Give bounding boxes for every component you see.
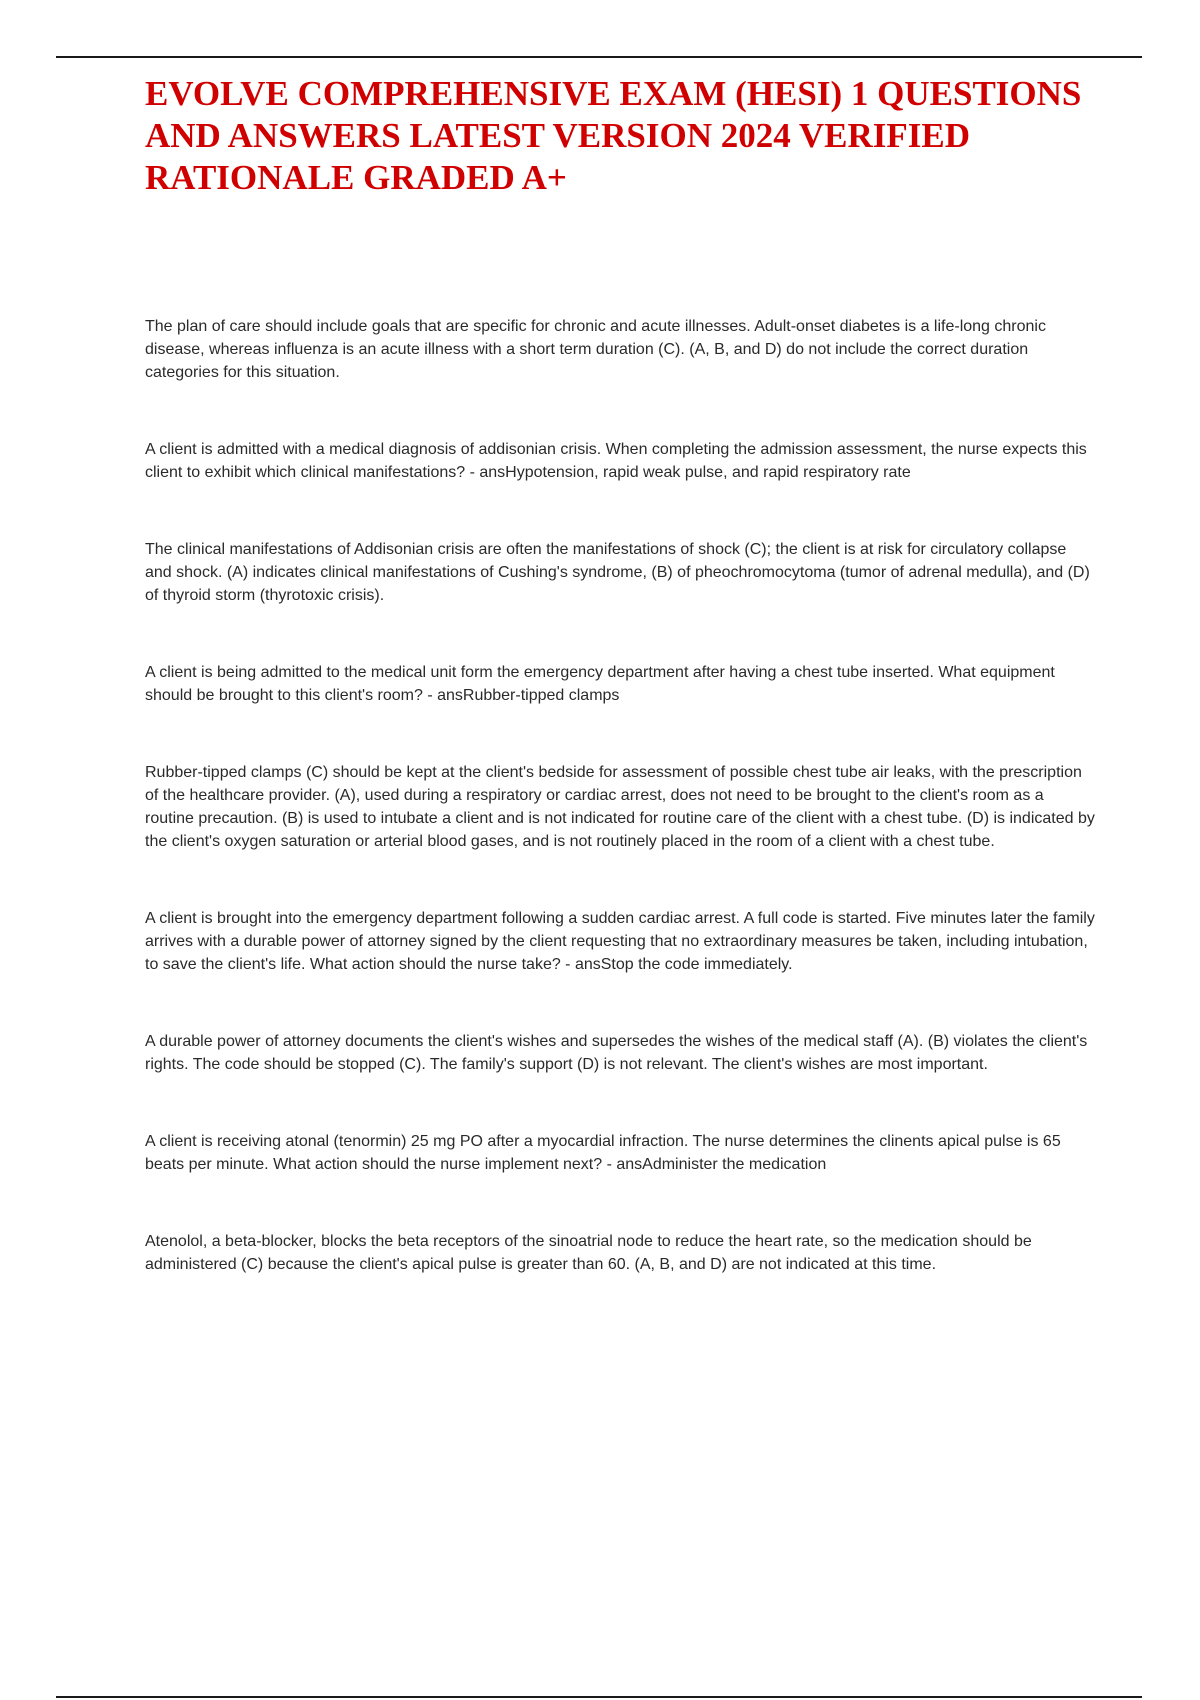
paragraph-rationale-power-of-attorney: A durable power of attorney documents the client's wishes and supersedes the wishes of the medical staff (A). (B) violates the client's rights. The code should be stopped (C). The family's support (D) is not relevant. The client's wishes are most important. — [145, 1033, 1088, 1073]
paragraph-rationale-chest-tube: Rubber-tipped clamps (C) should be kept at the client's bedside for assessment of possible chest tube air leaks, with the prescription of the healthcare provider. (A), used during a respiratory or cardiac arrest, does not need to be brought to the client's room as a routine precaution. (B) is used to intubate a client and is not indicated for routine care of the client with a chest tube. (D) is indicated by the client's oxygen saturation or arterial blood gases, and is not routinely placed in the room of a client with a chest tube. — [145, 764, 1095, 850]
paragraph-rationale-duration: The plan of care should include goals that are specific for chronic and acute illnesses. Adult-onset diabetes is a life-long chronic disease, whereas influenza is an acute illness with a short term duration (C). (A, B, and D) do not include the correct duration categories for this situation. — [145, 318, 1046, 381]
paragraph-question-addisonian: A client is admitted with a medical diagnosis of addisonian crisis. When completing the admission assessment, the nurse expects this client to exhibit which clinical manifestations? - ansHypotension, rapid weak pulse, and rapid respiratory rate — [145, 441, 1087, 481]
paragraph-question-atenolol: A client is receiving atonal (tenormin) 25 mg PO after a myocardial infraction. The nurse determines the clinents apical pulse is 65 beats per minute. What action should the nurse implement next? - ansAdminister the medication — [145, 1133, 1061, 1173]
document-title: EVOLVE COMPREHENSIVE EXAM (HESI) 1 QUESTIONS AND ANSWERS LATEST VERSION 2024 VERIFIED RATIONALE GRADED A+ — [145, 74, 1082, 197]
paragraph-rationale-atenolol: Atenolol, a beta-blocker, blocks the beta receptors of the sinoatrial node to reduce the heart rate, so the medication should be administered (C) because the client's apical pulse is greater than 60. (A, B, and D) are not indicated at this time. — [145, 1233, 1032, 1273]
bottom-rule — [56, 1696, 1142, 1698]
paragraph-question-chest-tube: A client is being admitted to the medical unit form the emergency department after having a chest tube inserted. What equipment should be brought to this client's room? - ansRubber-tipped clamps — [145, 664, 1055, 704]
paragraph-rationale-addisonian: The clinical manifestations of Addisonian crisis are often the manifestations of shock (C); the client is at risk for circulatory collapse and shock. (A) indicates clinical manifestations of Cushing's syndrome, (B) of pheochromocytoma (tumor of adrenal medulla), and (D) of thyroid storm (thyrotoxic crisis). — [145, 541, 1090, 604]
top-rule — [56, 56, 1142, 58]
document-body — [145, 315, 1095, 1276]
paragraph-question-cardiac-arrest: A client is brought into the emergency department following a sudden cardiac arrest. A full code is started. Five minutes later the family arrives with a durable power of attorney signed by the client requesting that no extraordinary measures be taken, including intubation, to save the client's life. What action should the nurse take? - ansStop the code immediately. — [145, 910, 1095, 973]
